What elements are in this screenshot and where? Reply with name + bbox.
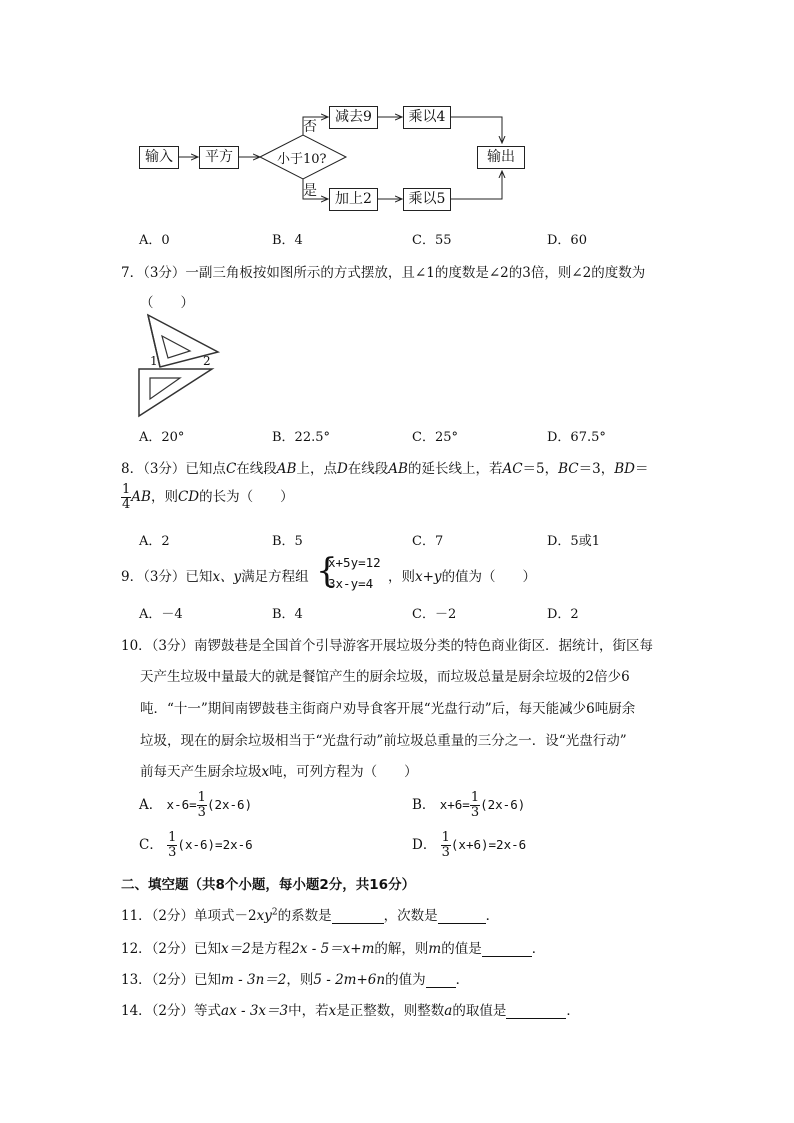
q10-line1: 10．（3分）南锣鼓巷是全国首个引导游客开展垃圾分类的特色商业街区．据统计，街区每 bbox=[121, 638, 654, 654]
flow-minus9-box: 减去9 bbox=[329, 106, 378, 129]
q13-blank[interactable] bbox=[426, 973, 456, 988]
q8-option-b: B．5 bbox=[272, 534, 303, 549]
q9-option-c: C．－2 bbox=[412, 607, 457, 622]
q10-line3: 吨．“十一”期间南锣鼓巷主街商户劝导食客开展“光盘行动”后，每天能减少6吨厨余 bbox=[140, 701, 636, 717]
q6-option-b: B．4 bbox=[272, 233, 303, 248]
section-2-heading: 二、填空题（共8个小题，每小题2分，共16分） bbox=[121, 877, 416, 893]
q12-blank[interactable] bbox=[482, 942, 532, 957]
flow-times4-box: 乘以4 bbox=[403, 106, 451, 129]
q8-option-d: D．5或1 bbox=[547, 534, 600, 549]
q9-option-b: B．4 bbox=[272, 607, 303, 622]
q10-option-d: D． $\frac{1}{3}$ (x+6)=2x-6 bbox=[412, 830, 527, 860]
q10-line2: 天产生垃圾中量最大的就是餐馆产生的厨余垃圾，而垃圾总量是厨余垃圾的2倍少6 bbox=[140, 669, 630, 685]
q9-eq2: 3x-y=4 bbox=[328, 576, 374, 591]
flow-output-box: 输出 bbox=[477, 146, 525, 169]
q14-blank[interactable] bbox=[506, 1004, 566, 1019]
q8-fraction: $\frac{1}{4}$ bbox=[122, 482, 131, 512]
q6-option-d: D．60 bbox=[547, 233, 587, 248]
q7-stem: 7．（3分）一副三角板按如图所示的方式摆放，且∠1的度数是∠2的3倍，则∠2的度数为 bbox=[121, 265, 646, 281]
q7-option-a: A．20° bbox=[139, 430, 185, 445]
q11-blank-1[interactable] bbox=[332, 909, 384, 924]
flow-plus2-box: 加上2 bbox=[329, 188, 378, 211]
q10-option-c: C． $\frac{1}{3}$ (x-6)=2x-6 bbox=[139, 830, 253, 860]
q9-option-a: A．－4 bbox=[139, 607, 183, 622]
q9-brace: { bbox=[316, 551, 338, 591]
q8-stem-line1: 8．（3分）已知点C在线段AB上，点D在线段AB的延长线上，若AC＝5，BC＝3，BD＝ bbox=[121, 461, 649, 477]
q10-line4: 垃圾，现在的厨余垃圾相当于“光盘行动”前垃圾总重量的三分之一．设“光盘行动” bbox=[140, 733, 627, 749]
flow-times5-box: 乘以5 bbox=[403, 188, 451, 211]
q6-option-a: A．0 bbox=[139, 233, 170, 248]
q10-line5: 前每天产生厨余垃圾x吨，可列方程为（ ） bbox=[140, 764, 418, 780]
q9-option-d: D．2 bbox=[547, 607, 579, 622]
flow-no-label: 否 bbox=[303, 119, 317, 135]
q12: 12．（2分）已知x＝2是方程2x - 5＝x+m的解，则m的值是 ． bbox=[121, 941, 546, 957]
q7-paren: （ ） bbox=[140, 295, 194, 311]
q8-option-c: C．7 bbox=[412, 534, 444, 549]
q7-angle2-label: 2 bbox=[203, 354, 211, 368]
q11: 11．（2分）单项式$-2xy^2$的系数是 ，次数是 ． bbox=[121, 907, 500, 924]
flow-square-box: 平方 bbox=[199, 146, 239, 169]
q10-option-b: B． x+6= $\frac{1}{3}$ (2x-6) bbox=[412, 790, 526, 820]
q6-option-c: C．55 bbox=[412, 233, 452, 248]
q7-option-d: D．67.5° bbox=[547, 430, 606, 445]
q9-eq1: x+5y=12 bbox=[328, 555, 381, 570]
q9-stem: 9．（3分）已知x、y满足方程组 bbox=[121, 569, 309, 585]
triangle-rulers-figure bbox=[130, 310, 230, 420]
q7-option-c: C．25° bbox=[412, 430, 458, 445]
flow-yes-label: 是 bbox=[303, 183, 317, 199]
flowchart-arrows bbox=[0, 0, 794, 240]
q8-stem-line2: $\frac{1}{4}$ AB，则CD的长为（ ） bbox=[122, 482, 294, 512]
flow-decision-label: 小于10? bbox=[277, 152, 327, 167]
q11-blank-2[interactable] bbox=[438, 909, 486, 924]
q14: 14．（2分）等式ax - 3x＝3中，若x是正整数，则整数a的取值是 ． bbox=[121, 1003, 580, 1019]
q9-stem-tail: ，则x+y的值为（ ） bbox=[388, 569, 537, 585]
q7-angle1-label: 1 bbox=[150, 354, 158, 368]
q13: 13．（2分）已知m - 3n＝2，则5 - 2m+6n的值为 ． bbox=[121, 972, 470, 988]
flow-input-box: 输入 bbox=[139, 146, 179, 169]
q10-option-a: A． x-6= $\frac{1}{3}$ (2x-6) bbox=[139, 790, 253, 820]
q7-option-b: B．22.5° bbox=[272, 430, 330, 445]
q8-option-a: A．2 bbox=[139, 534, 170, 549]
